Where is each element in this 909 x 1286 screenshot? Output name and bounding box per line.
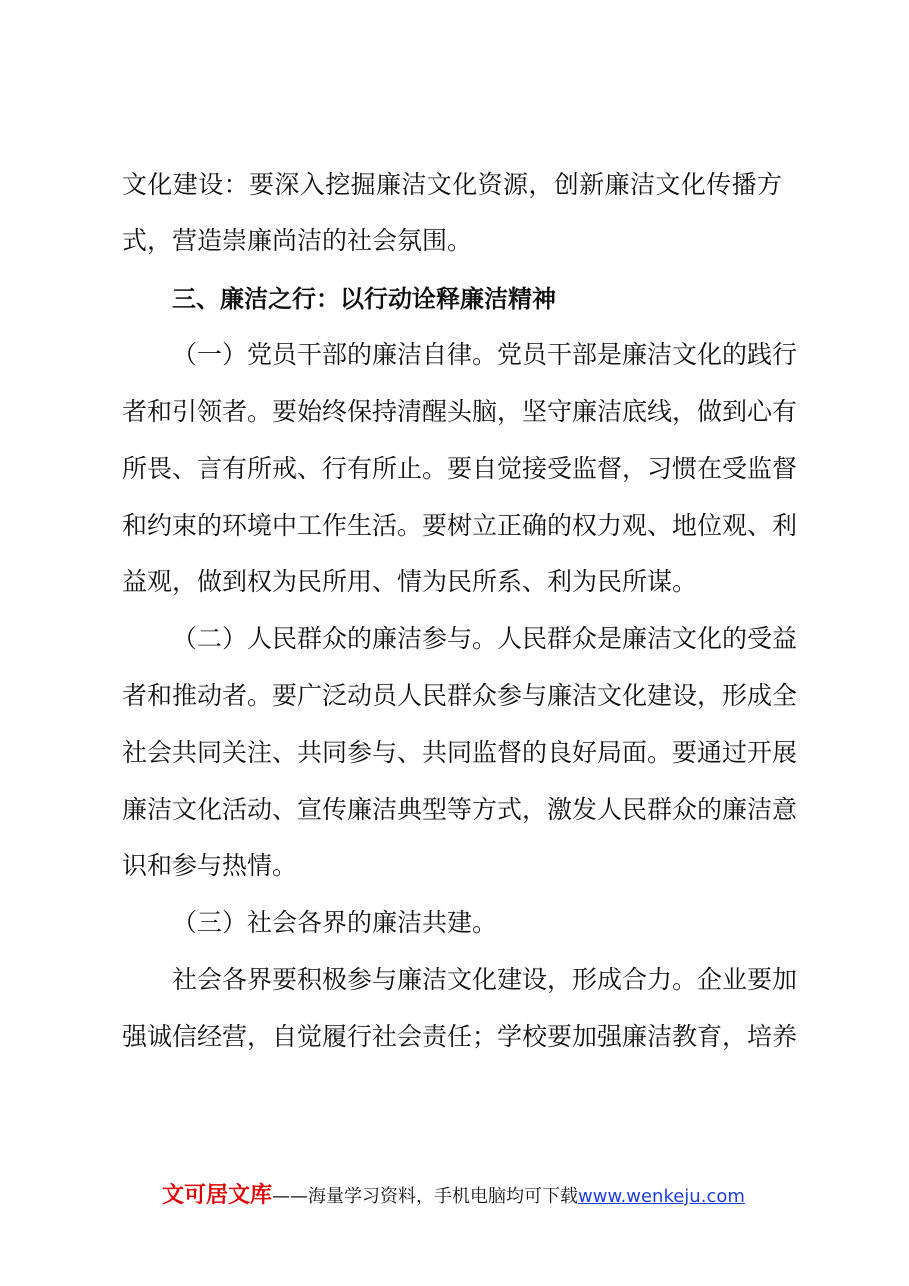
subsection-heading-line: （一）党员干部的廉洁自律。党员干部是廉洁文化的践行 xyxy=(172,340,798,369)
body-text-line: 识和参与热情。 xyxy=(122,851,298,880)
body-text-line: 廉洁文化活动、宣传廉洁典型等方式，激发人民群众的廉洁意 xyxy=(122,795,798,824)
section-heading: 三、廉洁之行：以行动诠释廉洁精神 xyxy=(172,285,556,313)
subsection-heading: （三）社会各界的廉洁共建。 xyxy=(172,908,498,937)
website-link[interactable]: www.wenkeju.com xyxy=(578,1186,745,1207)
body-text-line: 式，营造崇廉尚洁的社会氛围。 xyxy=(122,226,473,255)
body-text-line: 文化建设：要深入挖掘廉洁文化资源，创新廉洁文化传播方 xyxy=(122,170,782,199)
footer-tagline: ——海量学习资料，手机电脑均可下载 xyxy=(272,1186,579,1207)
body-text-line: 和约束的环境中工作生活。要树立正确的权力观、地位观、利 xyxy=(122,511,798,540)
body-text-line: 社会各界要积极参与廉洁文化建设，形成合力。企业要加 xyxy=(172,965,798,994)
subsection-heading-line: （二）人民群众的廉洁参与。人民群众是廉洁文化的受益 xyxy=(172,624,798,653)
body-text-line: 者和推动者。要广泛动员人民群众参与廉洁文化建设，形成全 xyxy=(122,681,798,710)
body-text-line: 者和引领者。要始终保持清醒头脑，坚守廉洁底线，做到心有 xyxy=(122,397,798,426)
body-text-line: 所畏、言有所戒、行有所止。要自觉接受监督，习惯在受监督 xyxy=(122,454,798,483)
body-text-line: 益观，做到权为民所用、情为民所系、利为民所谋。 xyxy=(122,567,698,596)
body-text-line: 强诚信经营，自觉履行社会责任；学校要加强廉洁教育，培养 xyxy=(122,1022,798,1051)
page-footer xyxy=(162,1183,745,1210)
body-text-line: 社会共同关注、共同参与、共同监督的良好局面。要通过开展 xyxy=(122,738,798,767)
brand-name: 文可居文库 xyxy=(162,1183,273,1208)
